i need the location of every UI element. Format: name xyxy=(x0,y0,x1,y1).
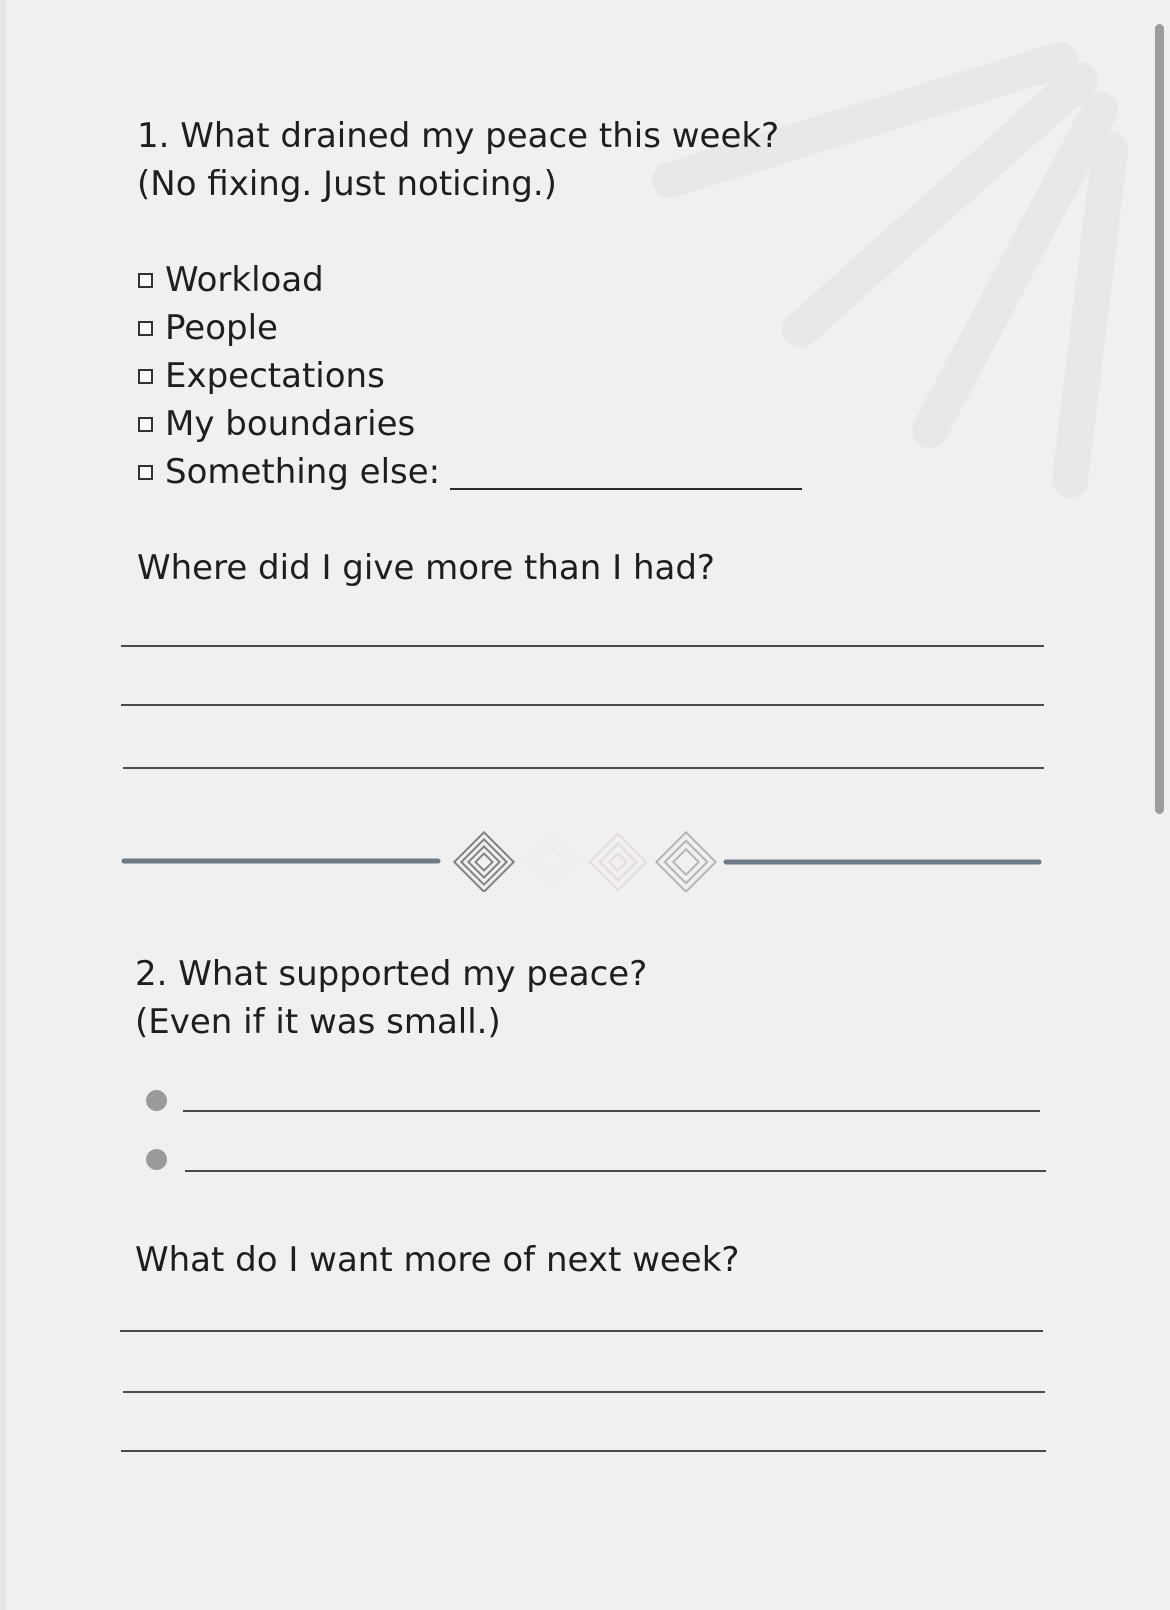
section1-heading xyxy=(137,112,779,208)
option-people[interactable] xyxy=(138,304,802,352)
followup-question-1: Where did I give more than I had? xyxy=(137,548,715,588)
option-expectations[interactable] xyxy=(138,352,802,400)
checkbox[interactable] xyxy=(138,369,153,384)
drain-checklist xyxy=(138,256,802,496)
section2-subtitle: (Even if it was small.) xyxy=(135,1002,501,1042)
scrollbar[interactable] xyxy=(1155,24,1164,814)
option-label: Something else: xyxy=(165,452,441,492)
section1-subtitle: (No fixing. Just noticing.) xyxy=(137,164,557,204)
section1-title: 1. What drained my peace this week? xyxy=(137,116,780,156)
followup-question-2: What do I want more of next week? xyxy=(135,1240,740,1280)
faded-pink-ornament-icon xyxy=(590,834,647,891)
something-else-blank[interactable] xyxy=(450,454,802,490)
writing-line[interactable] xyxy=(121,1450,1046,1452)
bullet-writing-line[interactable] xyxy=(183,1110,1040,1112)
writing-line[interactable] xyxy=(121,645,1044,647)
checkbox[interactable] xyxy=(138,321,153,336)
writing-line[interactable] xyxy=(123,767,1044,769)
bullet-dot xyxy=(146,1149,167,1170)
checkbox[interactable] xyxy=(138,273,153,288)
option-label: People xyxy=(165,308,278,348)
ornamental-divider xyxy=(120,820,1045,892)
diamond-ornament-icon xyxy=(454,832,513,891)
bullet-writing-line[interactable] xyxy=(185,1170,1046,1172)
checkbox[interactable] xyxy=(138,465,153,480)
checkbox[interactable] xyxy=(138,417,153,432)
option-workload[interactable] xyxy=(138,256,802,304)
section2-title: 2. What supported my peace? xyxy=(135,954,648,994)
writing-line[interactable] xyxy=(123,1391,1045,1393)
option-label: My boundaries xyxy=(165,404,416,444)
faded-ornament-icon xyxy=(527,837,578,888)
writing-line[interactable] xyxy=(120,1330,1043,1332)
option-something-else[interactable] xyxy=(138,448,802,496)
page-edge xyxy=(0,0,6,1610)
option-label: Expectations xyxy=(165,356,385,396)
option-my-boundaries[interactable] xyxy=(138,400,802,448)
option-label: Workload xyxy=(165,260,324,300)
bullet-dot xyxy=(146,1090,167,1111)
light-diamond-ornament-icon xyxy=(656,832,715,891)
writing-line[interactable] xyxy=(121,704,1044,706)
section2-heading xyxy=(135,950,647,1046)
